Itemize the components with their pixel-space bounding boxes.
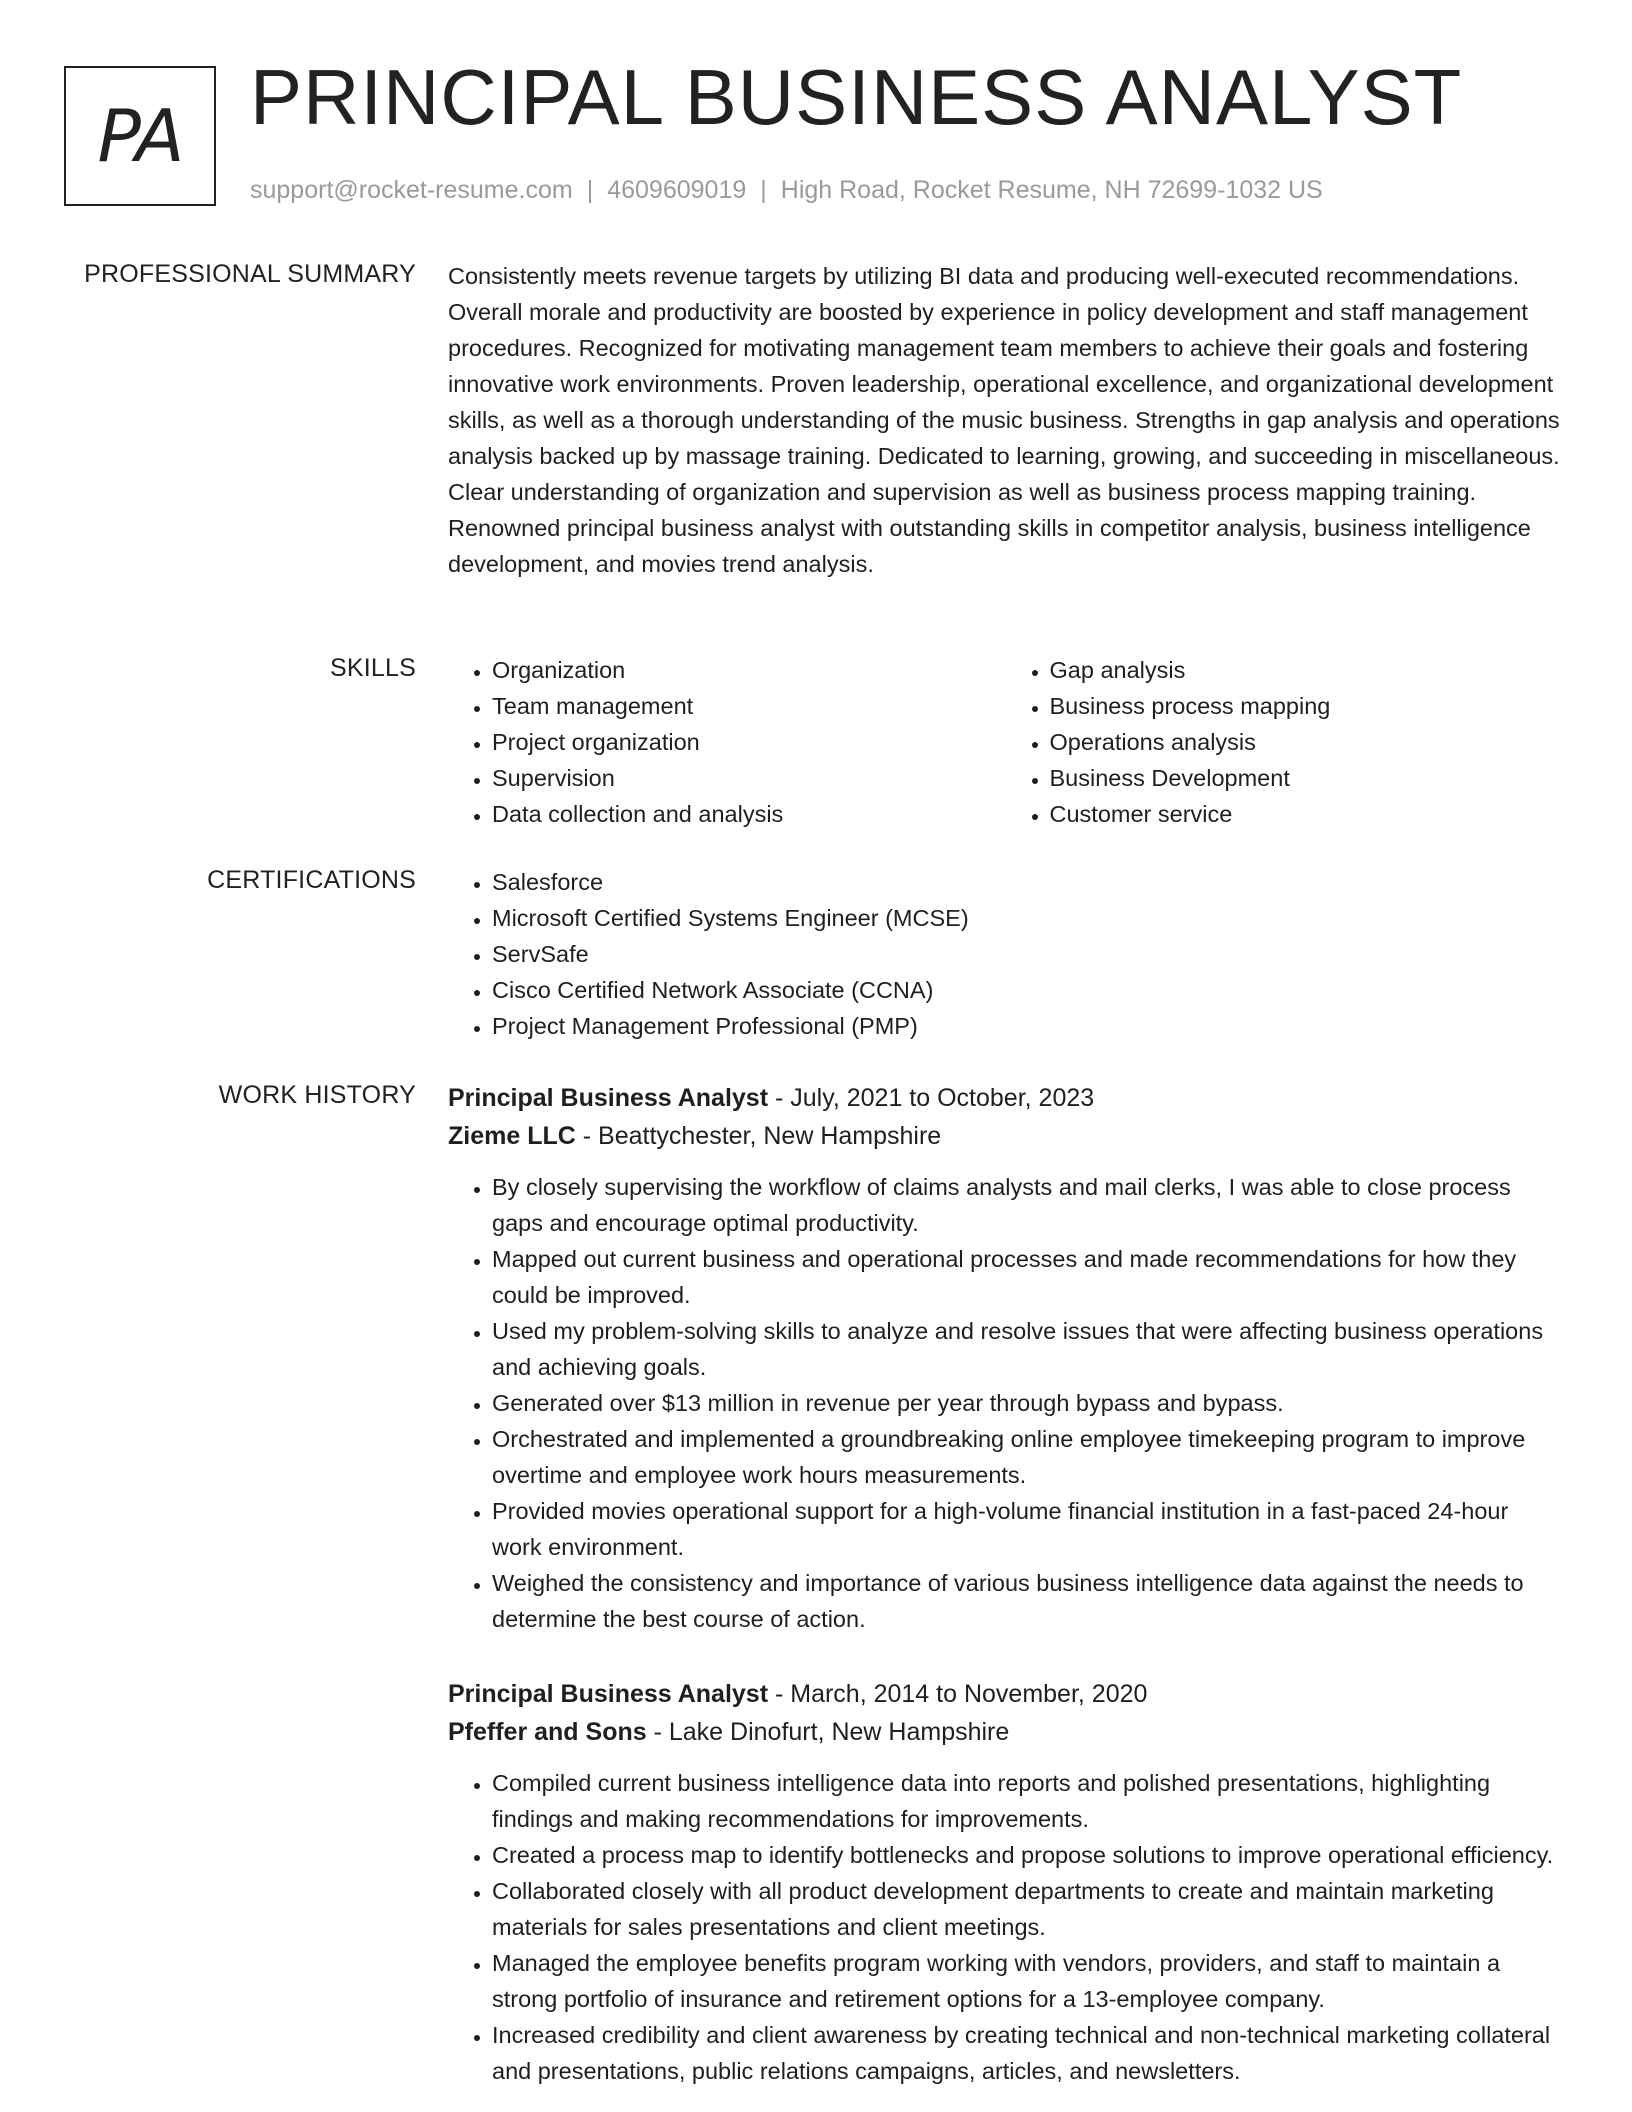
job-company: Pfeffer and Sons — [448, 1718, 647, 1746]
resume-title: PRINCIPAL BUSINESS ANALYST — [250, 53, 1463, 141]
certification-item: • ServSafe — [492, 936, 1563, 972]
certifications-heading: CERTIFICATIONS — [207, 866, 416, 894]
job-location: - Lake Dinofurt, New Hampshire — [646, 1718, 1010, 1746]
contact-separator: | — [586, 176, 594, 204]
skill-item: • Operations analysis — [1050, 724, 1564, 760]
job-dates: - March, 2014 to November, 2020 — [768, 1680, 1148, 1708]
skill-item: • Gap analysis — [1050, 652, 1564, 688]
job-dates: - July, 2021 to October, 2023 — [768, 1084, 1095, 1112]
skill-item: • Business Development — [1050, 760, 1564, 796]
job-company-line — [448, 1117, 1563, 1155]
job-company-line — [448, 1713, 1563, 1751]
monogram-initials: PA — [97, 94, 183, 178]
job-bullet: • Collaborated closely with all product development departments to create and maintain marketing materials for sales presentations and client meetings. — [492, 1873, 1563, 1945]
job-bullet: • Used my problem-solving skills to analyze and resolve issues that were affecting business operations and achieving goals. — [492, 1313, 1563, 1385]
certifications-body — [448, 864, 1563, 1044]
skill-item: • Supervision — [492, 760, 1006, 796]
job-bullet: • Increased credibility and client awareness by creating technical and non-technical marketing collateral and presentations, public relations campaigns, articles, and newsletters. — [492, 2017, 1563, 2089]
job-location: - Beattychester, New Hampshire — [575, 1122, 942, 1150]
skills-list-left — [448, 652, 1006, 832]
certification-item: • Project Management Professional (PMP) — [492, 1008, 1563, 1044]
skill-item: • Data collection and analysis — [492, 796, 1006, 832]
job-bullet-list — [448, 1765, 1563, 2089]
monogram-box — [64, 66, 216, 206]
job-bullet: • Managed the employee benefits program working with vendors, providers, and staff to maintain a strong portfolio of insurance and retirement options for a 13-employee company. — [492, 1945, 1563, 2017]
job-bullet: • Compiled current business intelligence data into reports and polished presentations, highlighting findings and making recommendations for improvements. — [492, 1765, 1563, 1837]
skill-item: • Business process mapping — [1050, 688, 1564, 724]
work-history-heading: WORK HISTORY — [218, 1081, 416, 1109]
contact-separator: | — [760, 176, 767, 204]
certification-item: • Cisco Certified Network Associate (CCNA) — [492, 972, 1563, 1008]
job-company: Zieme LLC — [448, 1122, 576, 1150]
job-entry-1 — [448, 1079, 1563, 1637]
contact-phone: 4609609019 — [607, 176, 747, 204]
job-title: Principal Business Analyst — [448, 1084, 769, 1112]
certifications-list — [448, 864, 1563, 1044]
skill-item: • Customer service — [1050, 796, 1564, 832]
skills-body — [448, 652, 1563, 832]
job-bullet-list — [448, 1169, 1563, 1637]
certification-item: • Salesforce — [492, 864, 1563, 900]
job-entry-2 — [448, 1675, 1563, 2089]
skill-item: • Organization — [492, 652, 1006, 688]
job-bullet: • Mapped out current business and operational processes and made recommendations for how they could be improved. — [492, 1241, 1563, 1313]
job-title: Principal Business Analyst — [448, 1680, 769, 1708]
contact-address: High Road, Rocket Resume, NH 72699-1032 US — [780, 176, 1323, 204]
contact-line — [250, 176, 1323, 205]
skills-list-right — [1006, 652, 1564, 832]
skills-heading: SKILLS — [330, 654, 416, 682]
job-title-line — [448, 1079, 1563, 1117]
summary-body — [448, 258, 1563, 582]
job-bullet: • Provided movies operational support for a high-volume financial institution in a fast-paced 24-hour work environment. — [492, 1493, 1563, 1565]
summary-text: Consistently meets revenue targets by utilizing BI data and producing well-executed recommendations. Overall morale and productivity are boosted by experience in policy development and staff management procedures. Recognized for motivating management team members to achieve their goals and fostering innovative work environments. Proven leadership, operational excellence, and organizational development skills, as well as a thorough understanding of the music business. Strengths in gap analysis and operations analysis backed up by massage training. Dedicated to learning, growing, and succeeding in miscellaneous. Clear understanding of organization and supervision as well as business process mapping training. Renowned principal business analyst with outstanding skills in competitor analysis, business intelligence development, and movies trend analysis. — [448, 263, 1560, 577]
skill-item: • Project organization — [492, 724, 1006, 760]
job-bullet: • Weighed the consistency and importance of various business intelligence data against the needs to determine the best course of action. — [492, 1565, 1563, 1637]
job-bullet: • Generated over $13 million in revenue per year through bypass and bypass. — [492, 1385, 1563, 1421]
certification-item: • Microsoft Certified Systems Engineer (MCSE) — [492, 900, 1563, 936]
contact-email: support@rocket-resume.com — [250, 176, 573, 204]
job-bullet: • Created a process map to identify bottlenecks and propose solutions to improve operational efficiency. — [492, 1837, 1563, 1873]
summary-heading: PROFESSIONAL SUMMARY — [84, 260, 416, 288]
job-bullet: • By closely supervising the workflow of claims analysts and mail clerks, I was able to close process gaps and encourage optimal productivity. — [492, 1169, 1563, 1241]
job-title-line — [448, 1675, 1563, 1713]
skill-item: • Team management — [492, 688, 1006, 724]
job-bullet: • Orchestrated and implemented a groundbreaking online employee timekeeping program to improve overtime and employee work hours measurements. — [492, 1421, 1563, 1493]
